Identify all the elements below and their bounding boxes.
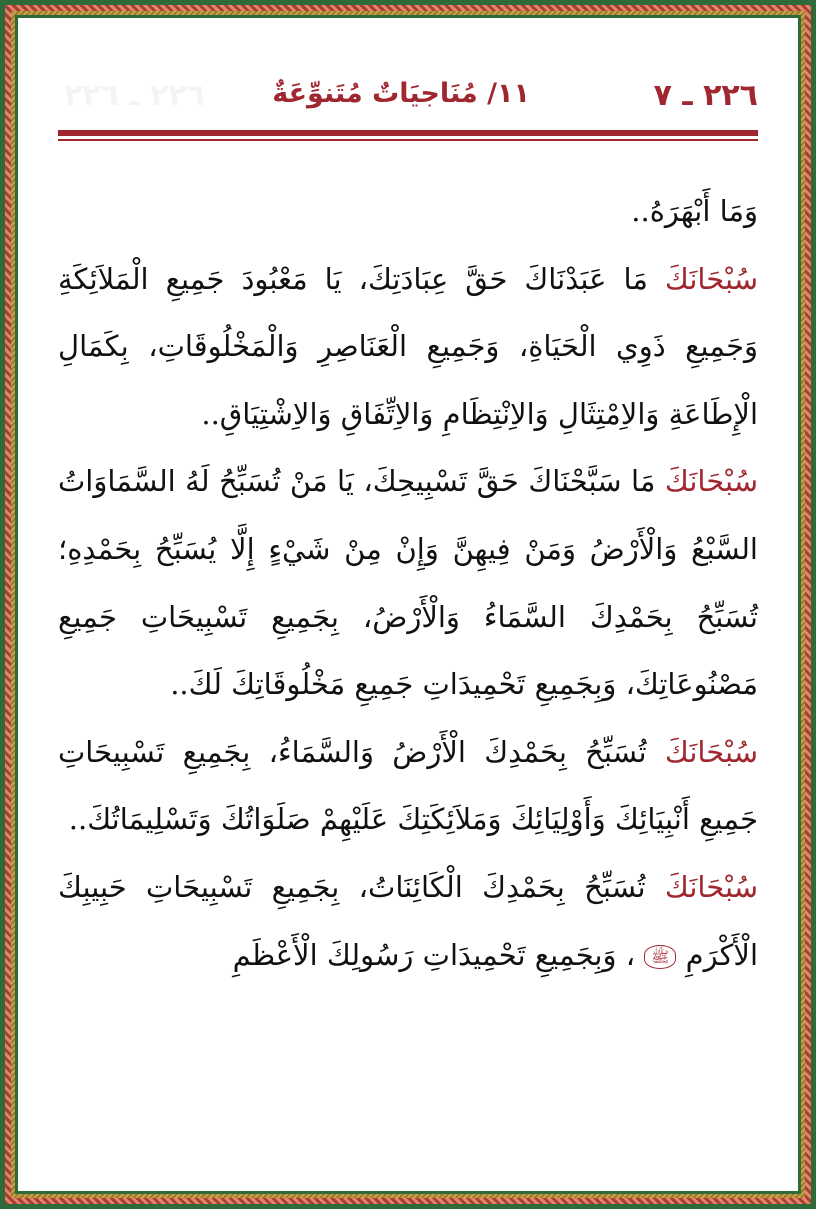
section-title: ١١/ مُنَاجيَاتٌ مُتَنوِّعَةٌ	[272, 78, 530, 109]
header-rule-thick	[58, 130, 758, 136]
paragraph-text: تُسَبِّحُ بِحَمْدِكَ الْأَرْضُ وَالسَّمَاءُ، بِجَمِيعِ تَسْبِيحَاتِ جَمِيعِ أَنْبِيَائِكَ وَأَوْلِيَائِكَ وَمَلاَئِكَتِكَ عَلَيْهِمْ صَلَوَاتُكَ وَتَسْلِيمَاتُكَ..	[58, 734, 758, 837]
paragraph-lead: سُبْحَانَكَ	[664, 464, 758, 499]
paragraph-lead: سُبْحَانَكَ	[664, 261, 758, 296]
faint-header-text: ٢٢٦ ـ ٢٢٦	[64, 78, 206, 113]
paragraph-tail: ، وَبِجَمِيعِ تَحْمِيدَاتِ رَسُولِكَ الْأَعْظَمِ	[232, 937, 645, 972]
paragraph-2	[58, 246, 758, 449]
paragraph-5	[58, 854, 758, 989]
paragraph-1	[58, 178, 758, 246]
header-rule-thin	[58, 139, 758, 141]
paragraph-lead: سُبْحَانَكَ	[664, 734, 758, 769]
paragraph-text: مَا عَبَدْنَاكَ حَقَّ عِبَادَتِكَ، يَا مَعْبُودَ جَمِيعِ الْمَلاَئِكَةِ وَجَمِيعِ ذَوِي الْحَيَاةِ، وَجَمِيعِ الْعَنَاصِرِ وَالْمَخْلُوقَاتِ، بِكَمَالِ الْإِطَاعَةِ وَالاِمْتِثَالِ وَالاِنْتِظَامِ وَالاِتِّفَاقِ وَالاِشْتِيَاقِ..	[58, 261, 758, 431]
paragraph-text: تُسَبِّحُ بِحَمْدِكَ الْكَائِنَاتُ، بِجَمِيعِ تَسْبِيحَاتِ حَبِيبِكَ الْأَكْرَمِ	[58, 869, 758, 972]
paragraph-4	[58, 719, 758, 854]
page-body	[58, 178, 758, 989]
paragraph-lead: سُبْحَانَكَ	[664, 869, 758, 904]
paragraph-3	[58, 448, 758, 718]
salawat-symbol: ﷺ	[644, 945, 676, 969]
page-header	[58, 78, 758, 118]
paragraph-text: وَمَا أَبْهَرَهُ..	[631, 194, 758, 228]
page-number: ٢٢٦ ـ ٧	[653, 78, 758, 113]
paragraph-text: مَا سَبَّحْنَاكَ حَقَّ تَسْبِيحِكَ، يَا مَنْ تُسَبِّحُ لَهُ السَّمَاوَاتُ السَّبْعُ وَالْأَرْضُ وَمَنْ فِيهِنَّ وَإِنْ مِنْ شَيْءٍ إِلَّا يُسَبِّحُ بِحَمْدِهِ؛ تُسَبِّحُ بِحَمْدِكَ السَّمَاءُ وَالْأَرْضُ، بِجَمِيعِ تَسْبِيحَاتِ جَمِيعِ مَصْنُوعَاتِكَ، وَبِجَمِيعِ تَحْمِيدَاتِ جَمِيعِ مَخْلُوقَاتِكَ لَكَ..	[58, 464, 758, 702]
